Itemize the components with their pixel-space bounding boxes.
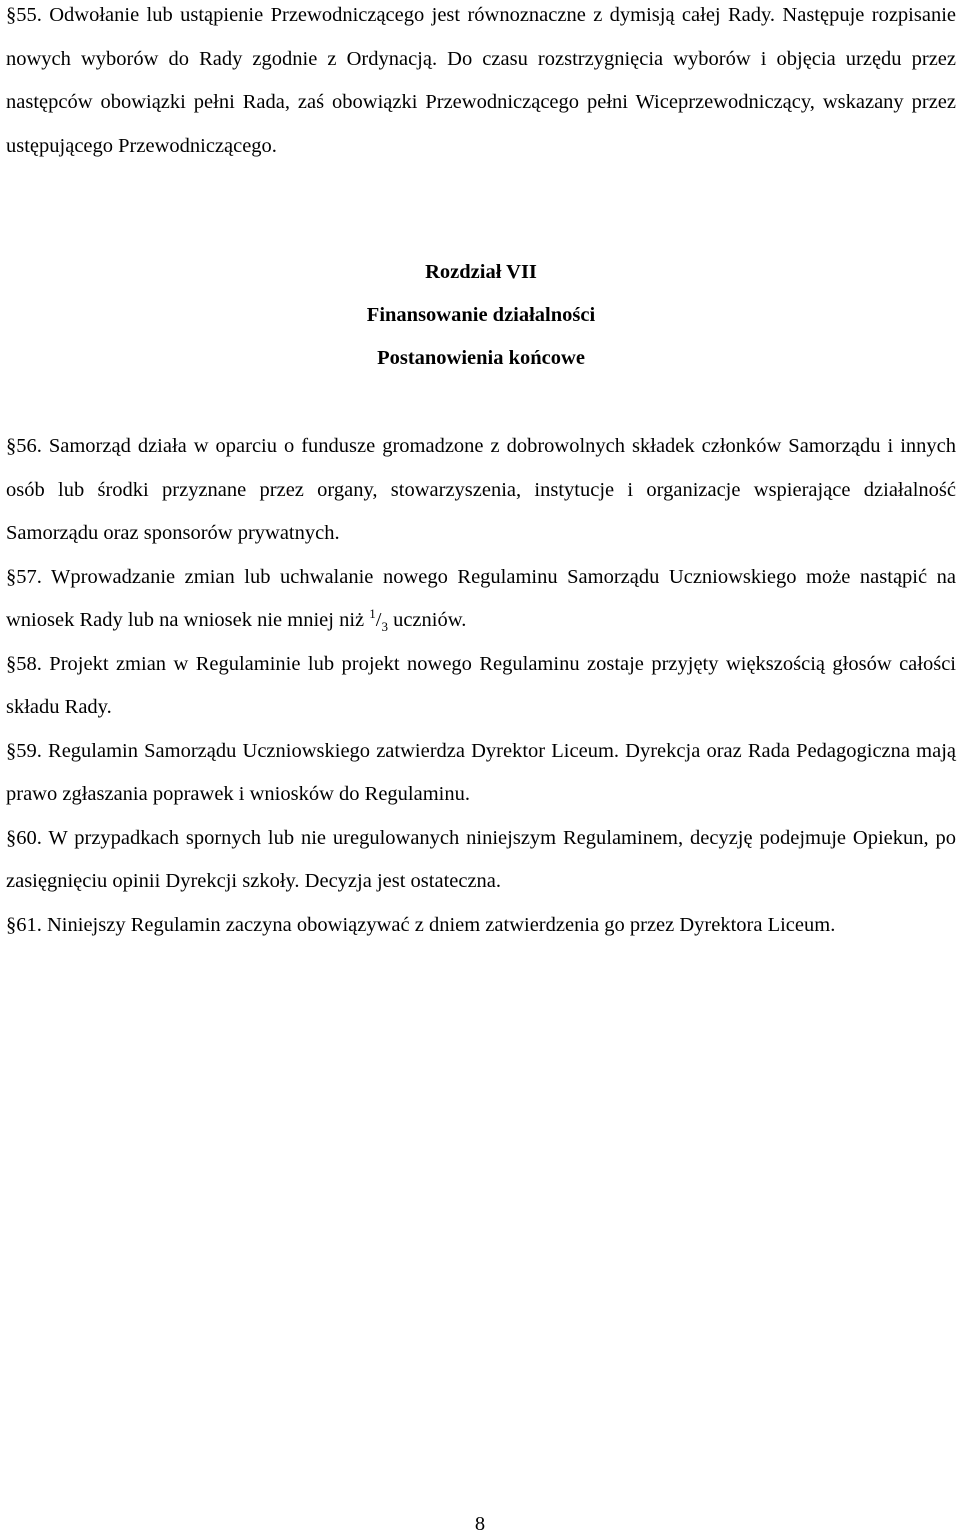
paragraph-56: §56. Samorząd działa w oparciu o fundusze gromadzone z dobrowolnych składek członków Samorządu i innych osób lub środki przyznane przez organy, stowarzyszenia, instytucje i organizacje wspierające działalność Samorządu oraz sponsorów prywatnych. xyxy=(6,435,956,544)
fraction-one-third xyxy=(369,606,388,635)
paragraph-59: §59. Regulamin Samorządu Uczniowskiego zatwierdza Dyrektor Liceum. Dyrekcja oraz Rada Pedagogiczna mają prawo zgłaszania poprawek i wniosków do Regulaminu. xyxy=(6,739,956,805)
paragraph-57 xyxy=(6,556,956,643)
chapter-subtitle-financing: Finansowanie działalności xyxy=(366,304,596,326)
paragraph-61: §61. Niniejszy Regulamin zaczyna obowiązywać z dniem zatwierdzenia go przez Dyrektora Liceum. xyxy=(6,913,836,936)
paragraph-55: §55. Odwołanie lub ustąpienie Przewodniczącego jest równoznaczne z dymisją całej Rady. Następuje rozpisanie nowych wyborów do Rady zgodnie z Ordynacją. Do czasu rozstrzygnięcia wyborów i objęcia urzędu przez następców obowiązki pełni Rada, zaś obowiązki Przewodniczącego pełni Wiceprzewodniczący, wskazany przez ustępującego Przewodniczącego. xyxy=(6,4,956,157)
paragraph-60: §60. W przypadkach spornych lub nie uregulowanych niniejszym Regulaminem, decyzję podejmuje Opiekun, po zasięgnięciu opinii Dyrekcji szkoły. Decyzja jest ostateczna. xyxy=(6,826,956,892)
chapter-title: Rozdział VII xyxy=(425,261,537,283)
page-number: 8 xyxy=(474,1513,486,1535)
fraction-denominator: 3 xyxy=(381,619,388,635)
chapter-subtitle-final-provisions: Postanowienia końcowe xyxy=(377,347,585,369)
paragraph-58: §58. Projekt zmian w Regulaminie lub projekt nowego Regulaminu zostaje przyjęty większością głosów całości składu Rady. xyxy=(6,652,956,718)
chapter-body xyxy=(6,425,956,947)
paragraph-57-text: §57. Wprowadzanie zmian lub uchwalanie nowego Regulaminu Samorządu Uczniowskiego może nastąpić na wniosek Rady lub na wniosek nie mniej niż xyxy=(6,565,956,631)
fraction-separator: / xyxy=(375,609,382,631)
paragraph-57-text-end: uczniów. xyxy=(387,609,467,631)
fraction-numerator: 1 xyxy=(369,606,376,622)
